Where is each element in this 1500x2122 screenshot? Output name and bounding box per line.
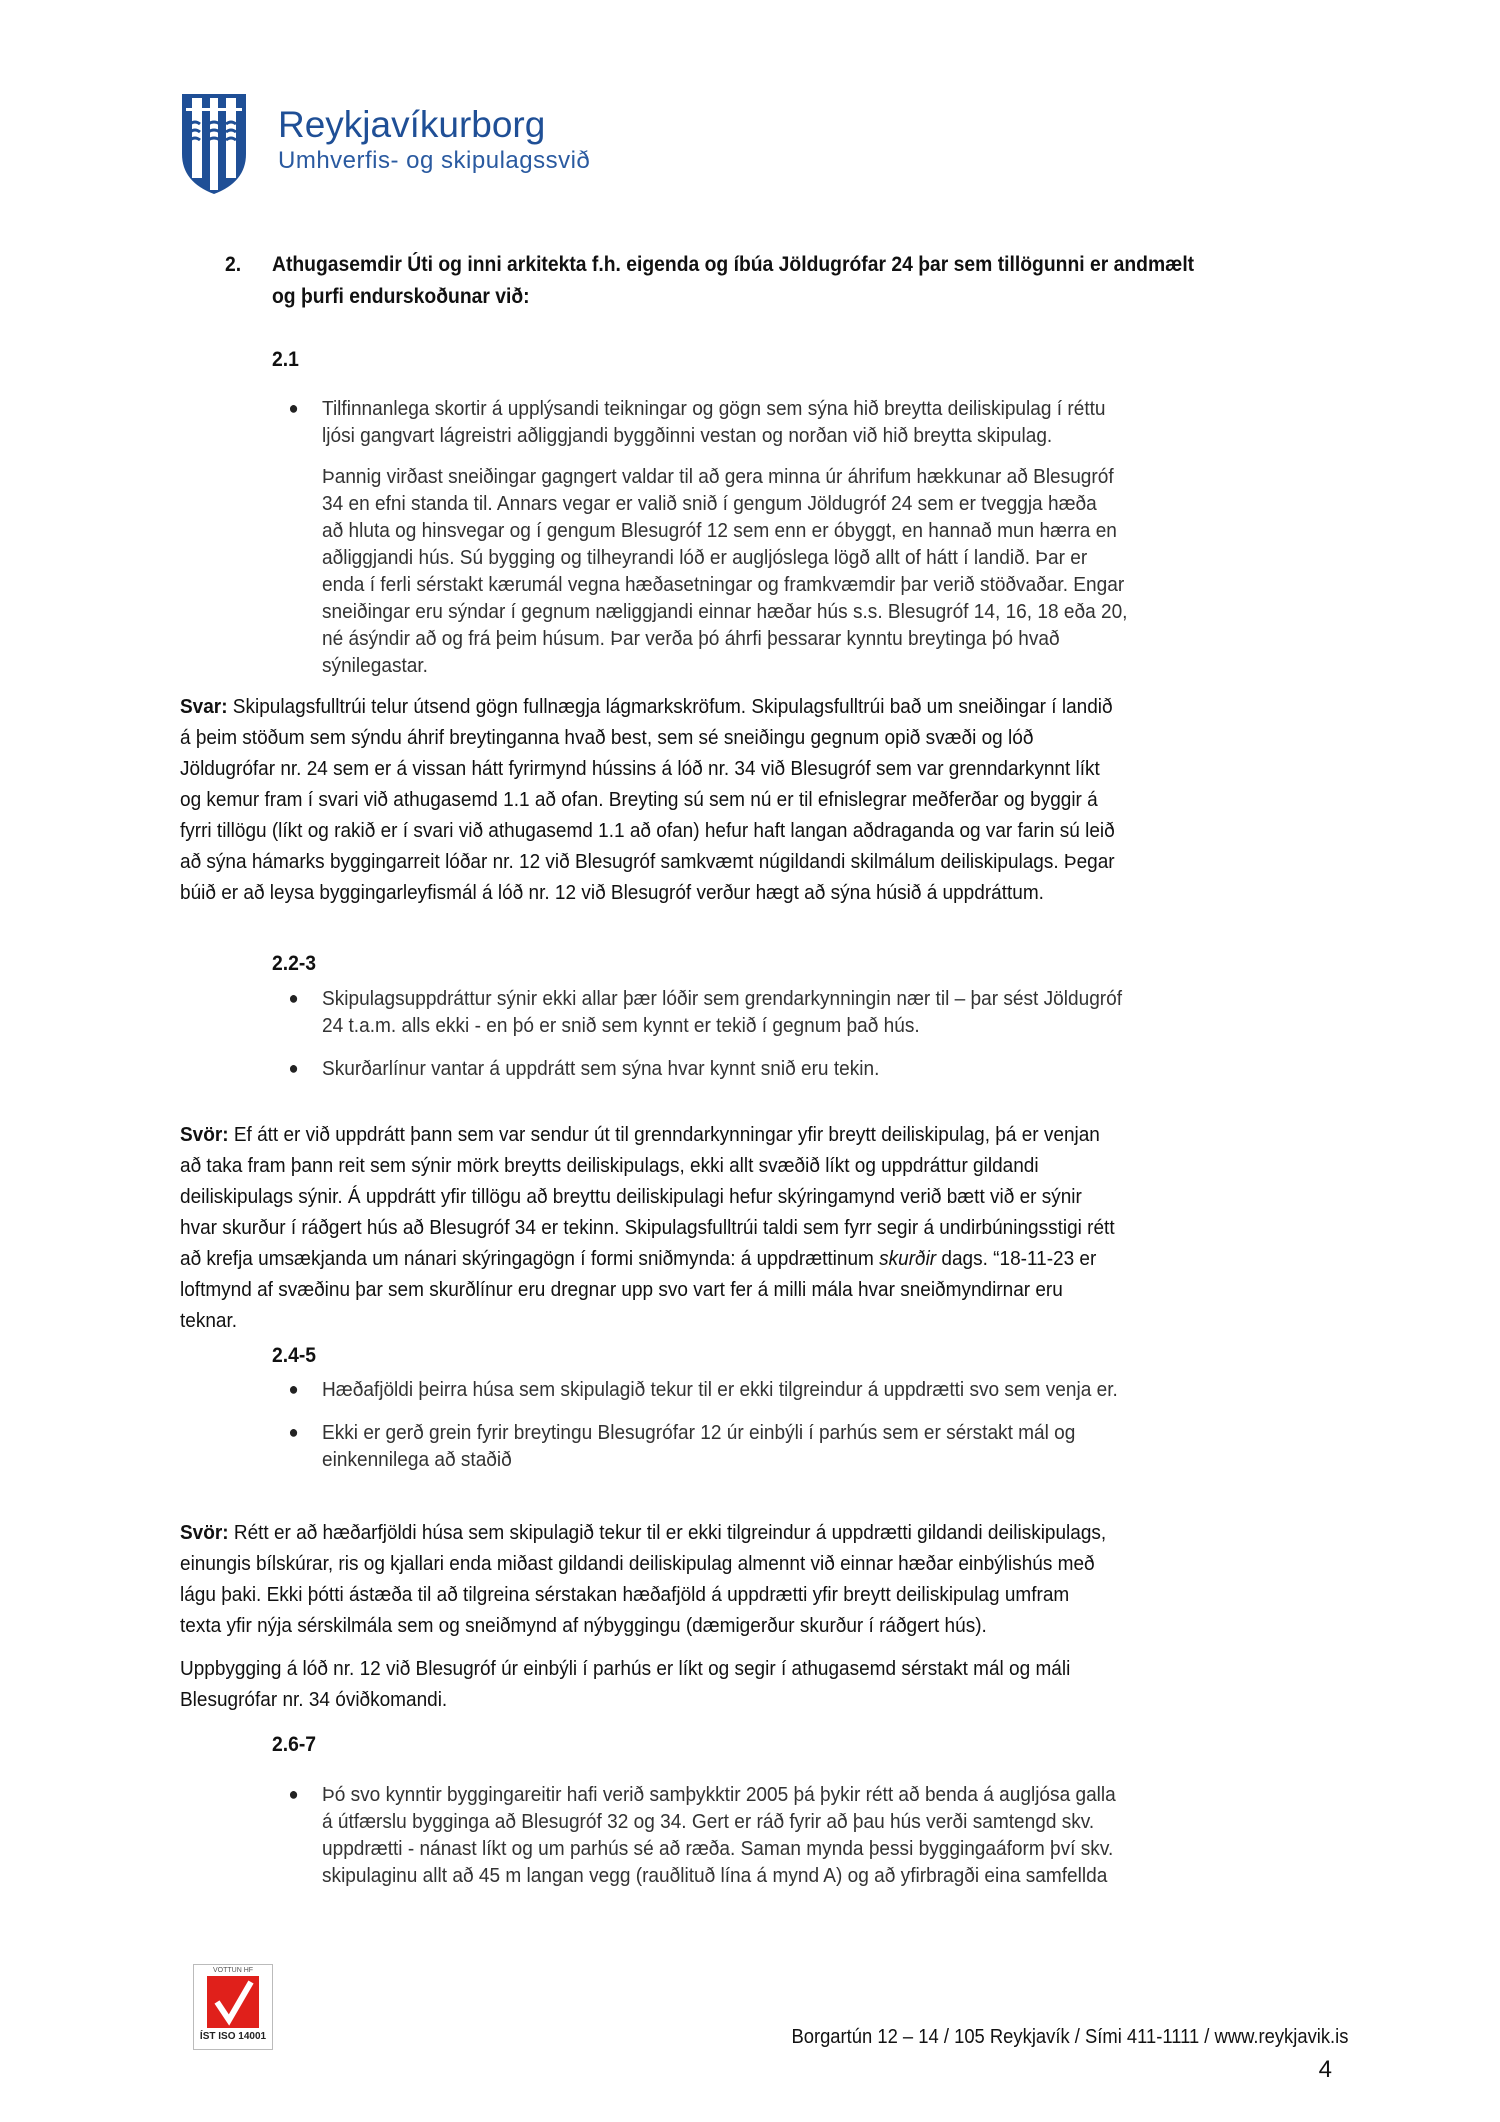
bullet-item bbox=[288, 1781, 1116, 1889]
bullet-icon: ● bbox=[288, 988, 299, 1008]
bullet-item bbox=[288, 1055, 1122, 1082]
quoted-comment-2-2-3 bbox=[288, 985, 1123, 1082]
text-line: að hluta og hinsvegar og í gengum Blesugróf 12 sem enn er óbyggt, en hannað mun hærra en bbox=[322, 519, 1117, 542]
text-line: einungis bílskúrar, ris og kjallari enda miðast gildandi deiliskipulag almennt við einnar hæðar einbýlishús með bbox=[180, 1553, 1095, 1575]
coat-of-arms-logo bbox=[180, 92, 248, 196]
bullet-icon: ● bbox=[288, 1379, 299, 1399]
text-line: sneiðingar eru sýndar í gegnum næliggjandi einnar hæðar hús s.s. Blesugróf 14, 16, 18 eða 20, bbox=[322, 600, 1128, 623]
text-line: 34 en efni standa til. Annars vegar er valið snið í gengum Jöldugróf 24 sem er tveggja hæða bbox=[322, 492, 1097, 515]
text-line: Þó svo kynntir byggingareitir hafi verið samþykktir 2005 þá þykir rétt að benda á augljósa galla bbox=[322, 1783, 1116, 1806]
answer-label: Svar: bbox=[180, 696, 228, 718]
answer-label: Svör: bbox=[180, 1522, 229, 1544]
text-line: teknar. bbox=[180, 1310, 238, 1332]
section-title-line: og þurfi endurskoðunar við: bbox=[272, 285, 530, 308]
text-line: Jöldugrófar nr. 24 sem er á vissan hátt fyrirmynd hússins á lóð nr. 34 við Blesugróf sem var grenndarkynnt líkt bbox=[180, 758, 1100, 780]
bullet-item bbox=[288, 985, 1123, 1039]
section-title bbox=[272, 249, 1194, 313]
department-name: Umhverfis- og skipulagssvið bbox=[278, 147, 591, 174]
page-number: 4 bbox=[1318, 2056, 1332, 2083]
text-line: enda í ferli sérstakt kærumál vegna hæðasetningar og framkvæmdir þar verið stöðvaðar. Engar bbox=[322, 573, 1125, 596]
text-line: uppdrætti - nánast líkt og um parhús sé að ræða. Saman mynda þessi byggingaáform því skv. bbox=[322, 1837, 1114, 1860]
text-line: Rétt er að hæðarfjöldi húsa sem skipulagið tekur til er ekki tilgreindur á uppdrætti gildandi deiliskipulags, bbox=[228, 1522, 1107, 1544]
text-line: Þannig virðast sneiðingar gagngert valdar til að gera minna úr áhrifum hækkunar að Blesugróf bbox=[322, 465, 1114, 488]
text-line: dags. “18-11-23 er bbox=[936, 1248, 1097, 1270]
text-line: ljósi gangvart lágreistri aðliggjandi byggðinni vestan og norðan við hið breytta skipulag. bbox=[322, 424, 1053, 447]
answer-2-1 bbox=[180, 692, 1115, 909]
text-line: á útfærslu bygginga að Blesugróf 32 og 34. Gert er ráð fyrir að þau hús verði samtengd skv. bbox=[322, 1810, 1095, 1833]
iso-certification-logo bbox=[193, 1964, 273, 2050]
quoted-comment-2-6-7 bbox=[288, 1781, 1116, 1889]
text-line: hvar skurður í ráðgert hús að Blesugróf 34 er tekinn. Skipulagsfulltrúi taldi sem fyrr segir á undirbúningsstigi rétt bbox=[180, 1217, 1115, 1239]
answer-label: Svör: bbox=[180, 1124, 229, 1146]
org-name: Reykjavíkurborg bbox=[278, 104, 546, 145]
text-line: Skurðarlínur vantar á uppdrátt sem sýna hvar kynnt snið eru tekin. bbox=[322, 1057, 880, 1080]
text-line: Tilfinnanlega skortir á upplýsandi teikningar og gögn sem sýna hið breytta deiliskipulag í réttu bbox=[322, 397, 1106, 420]
text-line: lágu þaki. Ekki þótti ástæða til að tilgreina sérstakan hæðafjöld á uppdrætti yfir breytt deiliskipulag umfram bbox=[180, 1584, 1070, 1606]
quoted-comment-2-4-5 bbox=[288, 1376, 1118, 1473]
text-line: Ef átt er við uppdrátt þann sem var sendur út til grenndarkynningar yfir breytt deiliskipulag, þá er venjan bbox=[228, 1124, 1100, 1146]
text-line: deiliskipulags sýnir. Á uppdrátt yfir tillögu að breyttu deiliskipulagi hefur skýringamynd verið bætt við er sýnir bbox=[180, 1186, 1082, 1208]
text-line: Blesugrófar nr. 34 óviðkomandi. bbox=[180, 1689, 448, 1711]
brand-block bbox=[278, 104, 590, 176]
text-line: aðliggjandi hús. Sú bygging og tilheyrandi lóð er augljóslega lögð allt of hátt í landið. Þar er bbox=[322, 546, 1088, 569]
subsection-label-2-4-5: 2.4-5 bbox=[272, 1344, 317, 1367]
bullet-item bbox=[288, 1419, 1118, 1473]
quoted-comment-2-1 bbox=[288, 395, 1128, 679]
text-line: loftmynd af svæðinu þar sem skurðlínur eru dregnar upp svo vart fer á milli mála hvar sneiðmyndirnar eru bbox=[180, 1279, 1063, 1301]
text-line: að krefja umsækjanda um nánari skýringagögn í formi sniðmynda: á uppdrættinum bbox=[180, 1248, 880, 1270]
bullet-item bbox=[288, 395, 1127, 449]
bullet-icon: ● bbox=[288, 1784, 299, 1804]
text-line: Uppbygging á lóð nr. 12 við Blesugróf úr einbýli í parhús er líkt og segir í athugasemd sérstakt mál og máli bbox=[180, 1658, 1071, 1680]
text-line: búið er að leysa byggingarleyfismál á lóð nr. 12 við Blesugróf verður hægt að sýna húsið á uppdráttum. bbox=[180, 882, 1044, 904]
footer-address: Borgartún 12 – 14 / 105 Reykjavík / Sími 411-1111 / www.reykjavik.is bbox=[790, 2026, 1348, 2048]
subsection-label-2-6-7: 2.6-7 bbox=[272, 1733, 317, 1756]
section-title-line: Athugasemdir Úti og inni arkitekta f.h. eigenda og íbúa Jöldugrófar 24 þar sem tillögunni er andmælt bbox=[272, 253, 1195, 276]
text-line: Skipulagsfulltrúi telur útsend gögn fullnægja lágmarkskröfum. Skipulagsfulltrúi bað um sneiðingar í landið bbox=[227, 696, 1113, 718]
bullet-item bbox=[288, 1376, 1118, 1403]
text-line: sýnilegastar. bbox=[322, 654, 428, 677]
text-line: á þeim stöðum sem sýndu áhrif breytinganna hvað best, sem sé sneiðingu gegnum opið svæði og lóð bbox=[180, 727, 1034, 749]
text-line: að sýna hámarks byggingarreit lóðar nr. 12 við Blesugróf samkvæmt núgildandi skilmálum deiliskipulags. Þegar bbox=[180, 851, 1115, 873]
text-line: texta yfir nýja sérskilmála sem og sneiðmynd af nýbyggingu (dæmigerður skurður í ráðgert hús). bbox=[180, 1615, 987, 1637]
section-number: 2. bbox=[225, 253, 242, 276]
italic-term: skurðir bbox=[879, 1248, 937, 1270]
cert-top-text: VOTTUN HF bbox=[212, 1967, 254, 1974]
text-line: né ásýndir að og frá þeim húsum. Þar verða þó áhrfi þessarar kynntu breytinga þó hvað bbox=[322, 627, 1060, 650]
checkmark-icon bbox=[207, 1976, 259, 2028]
text-line: Ekki er gerð grein fyrir breytingu Blesugrófar 12 úr einbýli í parhús sem er sérstakt mál og bbox=[322, 1421, 1076, 1444]
bullet-icon: ● bbox=[288, 1058, 299, 1078]
text-line: 24 t.a.m. alls ekki - en þó er snið sem kynnt er tekið í gegnum það hús. bbox=[322, 1014, 920, 1037]
answer-2-2-3 bbox=[180, 1120, 1115, 1337]
text-line: einkennilega að staðið bbox=[322, 1448, 512, 1471]
bullet-icon: ● bbox=[288, 1422, 299, 1442]
text-line: Skipulagsuppdráttur sýnir ekki allar þær lóðir sem grendarkynningin nær til – þar sést Jöldugróf bbox=[322, 987, 1123, 1010]
cert-bottom-text: ÍST ISO 14001 bbox=[199, 2031, 267, 2042]
answer-2-4-5 bbox=[180, 1518, 1106, 1716]
comment-paragraph bbox=[322, 463, 1127, 679]
text-line: Hæðafjöldi þeirra húsa sem skipulagið tekur til er ekki tilgreindur á uppdrætti svo sem venja er. bbox=[322, 1378, 1118, 1401]
text-line: að taka fram þann reit sem sýnir mörk breytts deiliskipulags, ekki allt svæðið líkt og uppdráttur gildandi bbox=[180, 1155, 1039, 1177]
text-line: skipulaginu allt að 45 m langan vegg (rauðlituð lína á mynd A) og að yfirbragði eina samfellda bbox=[322, 1864, 1108, 1887]
text-line: og kemur fram í svari við athugasemd 1.1 að ofan. Breyting sú sem nú er til efnislegrar meðferðar og byggir á bbox=[180, 789, 1098, 811]
subsection-label-2-1: 2.1 bbox=[272, 348, 299, 371]
bullet-icon: ● bbox=[288, 398, 299, 418]
subsection-label-2-2-3: 2.2-3 bbox=[272, 952, 317, 975]
text-line: fyrri tillögu (líkt og rakið er í svari við athugasemd 1.1 að ofan) hefur haft langan aðdraganda og var farin sú leið bbox=[180, 820, 1115, 842]
